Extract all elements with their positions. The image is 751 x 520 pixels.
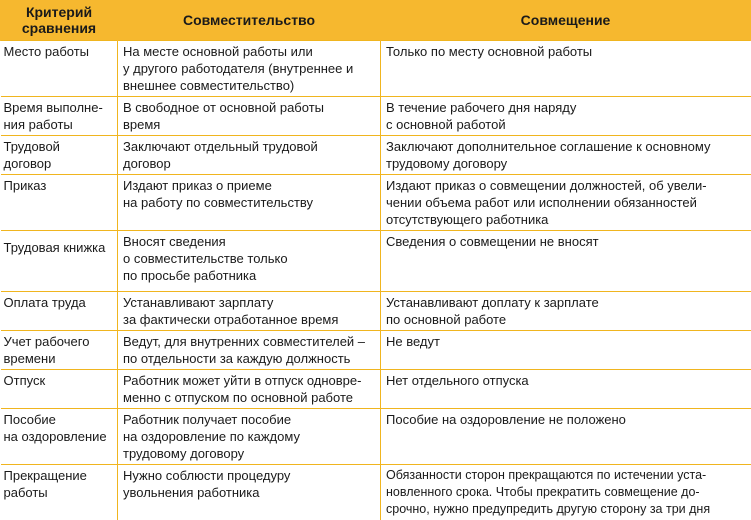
header-row (1, 0, 751, 41)
combination-cell: Пособие на оздоровление не положено (381, 409, 751, 465)
combination-cell: Издают приказ о совмещении должностей, об увели- чении объема работ или исполнении обязанностей отсутствующего работника (381, 175, 751, 231)
part-time-cell: На месте основной работы или у другого работодателя (внутреннее и внешнее совместительство) (118, 41, 381, 97)
criterion-cell: Отпуск (1, 370, 118, 409)
part-time-cell: Работник получает пособие на оздоровление по каждому трудовому договору (118, 409, 381, 465)
criterion-cell: Приказ (1, 175, 118, 231)
header-criterion: Критерий сравнения (1, 0, 118, 41)
part-time-cell: Заключают отдельный трудовой договор (118, 136, 381, 175)
header-part-time: Совместительство (118, 0, 381, 41)
table-row (1, 41, 751, 97)
table-row (1, 331, 751, 370)
part-time-cell: В свободное от основной работы время (118, 97, 381, 136)
criterion-cell: Оплата труда (1, 292, 118, 331)
criterion-cell: Трудовой договор (1, 136, 118, 175)
table-row (1, 465, 751, 520)
part-time-cell: Устанавливают зарплату за фактически отработанное время (118, 292, 381, 331)
header-combination: Совмещение (381, 0, 751, 41)
table-row (1, 231, 751, 292)
combination-cell: Не ведут (381, 331, 751, 370)
table-body (1, 41, 751, 520)
table-row (1, 136, 751, 175)
combination-cell: Сведения о совмещении не вносят (381, 231, 751, 292)
combination-cell: Только по месту основной работы (381, 41, 751, 97)
combination-cell: Нет отдельного отпуска (381, 370, 751, 409)
table-row (1, 292, 751, 331)
criterion-cell: Трудовая книжка (1, 231, 118, 292)
table-row (1, 97, 751, 136)
table-row (1, 175, 751, 231)
part-time-cell: Вносят сведения о совместительстве только по просьбе работника (118, 231, 381, 292)
part-time-cell: Ведут, для внутренних совместителей – по отдельности за каждую должность (118, 331, 381, 370)
combination-cell: Устанавливают доплату к зарплате по основной работе (381, 292, 751, 331)
criterion-cell: Прекращение работы (1, 465, 118, 520)
criterion-cell: Место работы (1, 41, 118, 97)
combination-cell: Обязанности сторон прекращаются по истечении уста- новленного срока. Чтобы прекратить совмещение до- срочно, нужно предупредить другую сторону за три дня (381, 465, 751, 520)
table-header (1, 0, 751, 41)
part-time-cell: Нужно соблюсти процедуру увольнения работника (118, 465, 381, 520)
combination-cell: Заключают дополнительное соглашение к основному трудовому договору (381, 136, 751, 175)
part-time-cell: Работник может уйти в отпуск одновре- менно с отпуском по основной работе (118, 370, 381, 409)
table-row (1, 370, 751, 409)
criterion-cell: Время выполне- ния работы (1, 97, 118, 136)
criterion-cell: Учет рабочего времени (1, 331, 118, 370)
criterion-cell: Пособие на оздоровление (1, 409, 118, 465)
combination-cell: В течение рабочего дня наряду с основной работой (381, 97, 751, 136)
table-row (1, 409, 751, 465)
part-time-cell: Издают приказ о приеме на работу по совместительству (118, 175, 381, 231)
